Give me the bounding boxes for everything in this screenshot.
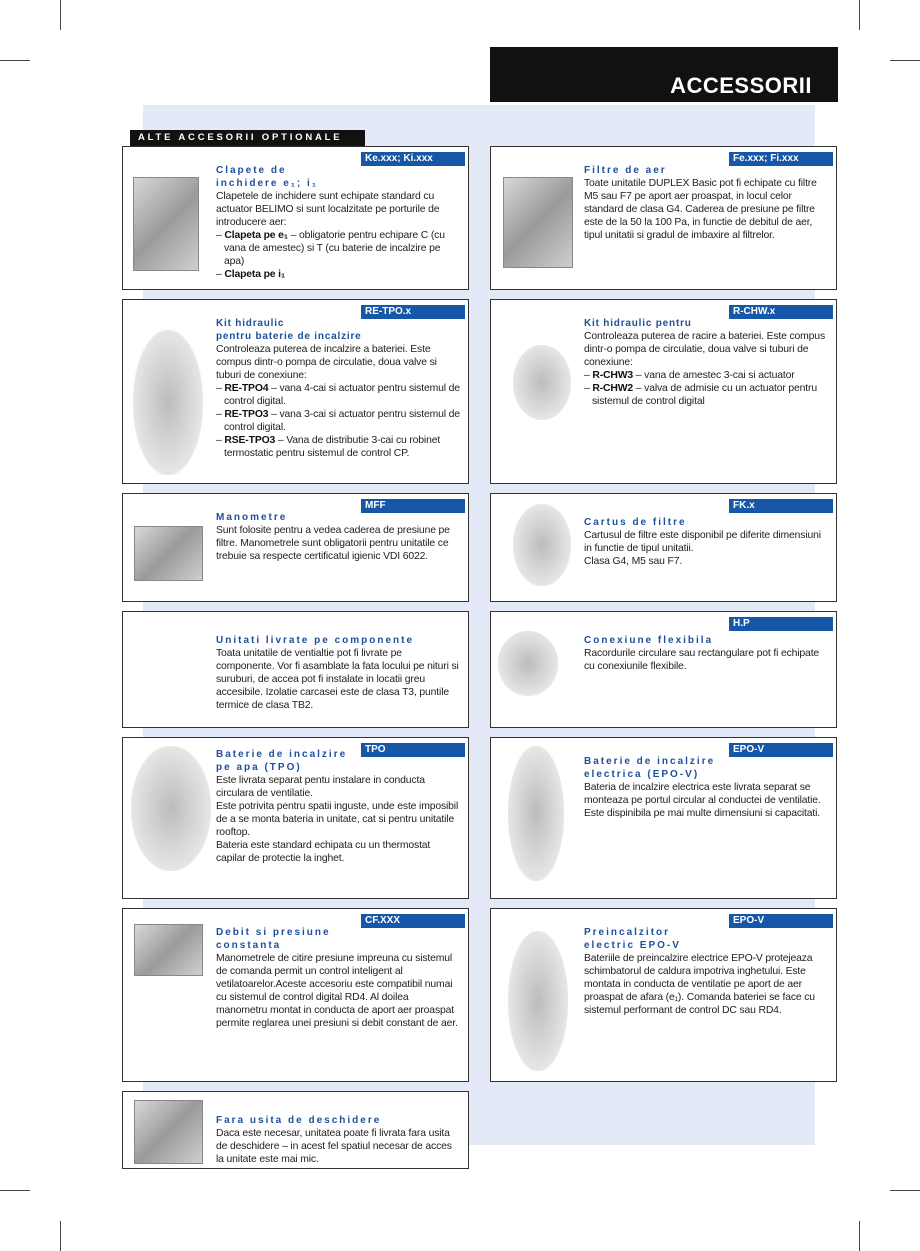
- paragraph-text: Manometrele de citire presiune impreuna cu sistemul de comanda permit un control inteligent al vetilatoarelor.Aceste accesoriu este compatibil numai cu sistemul de control digital RD4. Al doilea manometru montat in conducta de aport aer proaspat permite reglarea unei presiuni si debit constant de aer.: [216, 953, 458, 1029]
- crop-mark: [890, 60, 920, 61]
- card-paragraph: [584, 647, 828, 673]
- card-paragraph: [216, 524, 460, 563]
- product-code-badge: Ke.xxx; Ki.xxx: [361, 152, 465, 166]
- card-title: inchidere e₁; i₁: [216, 178, 318, 189]
- card-paragraph: [216, 434, 460, 460]
- card-text: [584, 634, 828, 673]
- paragraph-text: Este potrivita pentru spatii inguste, unde este imposibil de a se monta bateria in unitate, cat si pentru unitatile rooftop.: [216, 801, 459, 838]
- crop-mark: [0, 60, 30, 61]
- card-text: [216, 748, 460, 865]
- accessory-card: [122, 493, 469, 602]
- card-title: Preincalzitor: [584, 927, 671, 938]
- item-code: R-CHW3: [592, 370, 634, 381]
- crop-mark: [60, 1221, 61, 1251]
- paragraph-text: Controleaza puterea de incalzire a bateriei. Este compus dintr-o pompa de circulatie, doua valve si tuburi de conexiune:: [216, 344, 437, 381]
- card-title: Unitati livrate pe componente: [216, 635, 415, 646]
- card-paragraph: [216, 382, 460, 408]
- product-code-badge: R-CHW.x: [729, 305, 833, 319]
- card-paragraph: [216, 408, 460, 434]
- product-image: [134, 526, 203, 581]
- paragraph-text: Bateriile de preincalzire electrice EPO-V protejeaza schimbatorul de caldura impotriva inghetului. Este montata in conducta de ventilatie pe aport de aer proaspat de afara (e₁). Comanda bateriei se face cu sistemul performant de control DC sau RD4.: [584, 953, 815, 1016]
- page-title: ACCESSORII: [670, 73, 812, 98]
- card-title: Kit hidraulic pentru: [584, 318, 692, 329]
- accessory-card: [122, 737, 469, 899]
- card-title: Baterie de incalzire: [216, 749, 348, 760]
- item-code: Clapeta pe i₁: [224, 269, 286, 280]
- paragraph-text: – Vana de distributie 3-cai cu robinet termostatic pentru sistemul de control CP.: [224, 435, 441, 459]
- card-title: constanta: [216, 940, 282, 951]
- product-code-badge: TPO: [361, 743, 465, 757]
- card-title: Kit hidraulic: [216, 318, 285, 329]
- product-code-badge: EPO-V: [729, 743, 833, 757]
- card-paragraph: [216, 952, 460, 1030]
- product-image: [513, 504, 571, 586]
- page-header: [490, 47, 838, 102]
- card-text: [584, 755, 828, 820]
- product-code-badge: FK.x: [729, 499, 833, 513]
- item-code: R-CHW2: [592, 383, 634, 394]
- card-title: Manometre: [216, 512, 288, 523]
- paragraph-text: – valva de admisie cu un actuator pentru sistemul de control digital: [592, 383, 817, 407]
- paragraph-text: Daca este necesar, unitatea poate fi livrata fara usita de deschidere – in acest fel spatiul necesar de acces la unitate este mai mic.: [216, 1128, 452, 1165]
- card-paragraph: [584, 369, 828, 382]
- product-code-badge: Fe.xxx; Fi.xxx: [729, 152, 833, 166]
- bullet-dash: –: [216, 230, 222, 241]
- product-image: [498, 631, 558, 696]
- accessory-card: [122, 1091, 469, 1169]
- paragraph-text: Racordurile circulare sau rectangulare pot fi echipate cu conexiunile flexibile.: [584, 648, 820, 672]
- card-title: pentru baterie de incalzire: [216, 331, 362, 342]
- accessory-card: [490, 299, 837, 484]
- product-image: [513, 345, 571, 420]
- accessory-card: [490, 146, 837, 290]
- card-title: Cartus de filtre: [584, 517, 687, 528]
- card-paragraph: [216, 800, 460, 839]
- paragraph-text: Toate unitatile DUPLEX Basic pot fi echipate cu filtre M5 sau F7 pe aport aer proaspat, in locul celor standard de clasa G4. Caderea de presiune pe filtre este de la 50 la 100 Pa, in functie de debitul de aer, tipul unitatii si gradul de imbaxire al filtrelor.: [584, 178, 817, 241]
- card-paragraph: [584, 529, 828, 555]
- paragraph-text: – vana 4-cai si actuator pentru sistemul de control digital.: [224, 383, 460, 407]
- accessory-card: [490, 611, 837, 728]
- paragraph-text: – vana de amestec 3-cai si actuator: [633, 370, 795, 381]
- product-image: [133, 177, 199, 271]
- crop-mark: [890, 1190, 920, 1191]
- item-code: Clapeta pe e₁: [224, 230, 288, 241]
- product-image: [503, 177, 573, 268]
- card-paragraph: [584, 555, 828, 568]
- card-title: Filtre de aer: [584, 165, 667, 176]
- card-paragraph: [584, 952, 828, 1017]
- paragraph-text: – vana 3-cai si actuator pentru sistemul de control digital.: [224, 409, 460, 433]
- item-code: RE-TPO4: [224, 383, 269, 394]
- card-title: Fara usita de deschidere: [216, 1115, 382, 1126]
- bullet-dash: –: [216, 383, 222, 394]
- product-image: [134, 1100, 203, 1164]
- bullet-dash: –: [216, 409, 222, 420]
- paragraph-text: Clapetele de inchidere sunt echipate standard cu actuator BELIMO si sunt localzitate pe porturile de introducere aer:: [216, 191, 440, 228]
- card-title: electric EPO-V: [584, 940, 681, 951]
- card-text: [216, 1114, 460, 1166]
- card-title: pe apa (TPO): [216, 762, 302, 773]
- product-image: [131, 746, 211, 871]
- card-paragraph: [584, 382, 828, 408]
- product-image: [508, 746, 564, 881]
- paragraph-text: Bateria este standard echipata cu un thermostat capilar de protectie la inghet.: [216, 840, 431, 864]
- card-text: [216, 317, 460, 460]
- card-text: [584, 317, 828, 408]
- product-image: [134, 924, 203, 976]
- product-code-badge: MFF: [361, 499, 465, 513]
- card-paragraph: [216, 839, 460, 865]
- accessory-card: [122, 146, 469, 290]
- card-title: Conexiune flexibila: [584, 635, 714, 646]
- item-code: RSE-TPO3: [224, 435, 276, 446]
- paragraph-text: Controleaza puterea de racire a bateriei. Este compus dintr-o pompa de circulatie, doua valve si tuburi de conexiune:: [584, 331, 825, 368]
- card-text: [216, 926, 460, 1030]
- paragraph-text: Este livrata separat pentu instalare in conducta circulara de ventilatie.: [216, 775, 425, 799]
- accessory-card: [490, 737, 837, 899]
- card-paragraph: [216, 343, 460, 382]
- paragraph-text: Bateria de incalzire electrica este livrata separat se monteaza pe portul circular al conductei de ventilatie. Este dispinibila pe mai multe dimensiuni si capacitati.: [584, 782, 821, 819]
- card-text: [584, 516, 828, 568]
- accessory-card: [122, 611, 469, 728]
- product-image: [133, 330, 203, 475]
- bullet-dash: –: [584, 383, 590, 394]
- section-label: ALTE ACCESORII OPTIONALE: [130, 130, 365, 146]
- bullet-dash: –: [216, 435, 222, 446]
- paragraph-text: – obligatorie pentru echipare C (cu vana de amestec) si T (cu baterie de incalzire pe apa): [224, 230, 445, 267]
- card-paragraph: [216, 647, 460, 712]
- card-paragraph: [584, 177, 828, 242]
- crop-mark: [60, 0, 61, 30]
- crop-mark: [859, 0, 860, 30]
- crop-mark: [0, 1190, 30, 1191]
- accessory-card: [122, 908, 469, 1082]
- accessory-card: [490, 493, 837, 602]
- product-code-badge: RE-TPO.x: [361, 305, 465, 319]
- card-paragraph: [216, 190, 460, 229]
- card-title: Clapete de: [216, 165, 287, 176]
- paragraph-text: Toata unitatile de ventialtie pot fi livrate pe componente. Vor fi asamblate la fata locului pe nituri si suruburi, de accea pot fi instalate in locatii greu accesibile. Izolatie carcasei este de clasa T3, puntile termice de clasa TB2.: [216, 648, 459, 711]
- bullet-dash: –: [216, 269, 222, 280]
- item-code: RE-TPO3: [224, 409, 269, 420]
- product-code-badge: EPO-V: [729, 914, 833, 928]
- product-code-badge: CF.XXX: [361, 914, 465, 928]
- card-paragraph: [216, 268, 460, 281]
- accessory-card: [490, 908, 837, 1082]
- accessory-card: [122, 299, 469, 484]
- card-title: Debit si presiune: [216, 927, 331, 938]
- card-title: electrica (EPO-V): [584, 769, 700, 780]
- card-paragraph: [584, 330, 828, 369]
- card-title: Baterie de incalzire: [584, 756, 716, 767]
- product-code-badge: H.P: [729, 617, 833, 631]
- crop-mark: [859, 1221, 860, 1251]
- paragraph-text: Clasa G4, M5 sau F7.: [584, 556, 683, 567]
- card-paragraph: [216, 1127, 460, 1166]
- card-paragraph: [216, 229, 460, 268]
- card-paragraph: [584, 781, 828, 820]
- card-text: [584, 164, 828, 242]
- card-text: [584, 926, 828, 1017]
- card-text: [216, 511, 460, 563]
- paragraph-text: Sunt folosite pentru a vedea caderea de presiune pe filtre. Manometrele sunt obligatorii pentru unitatile ce trebuie sa respecte certificatul igienic VDI 6022.: [216, 525, 450, 562]
- bullet-dash: –: [584, 370, 590, 381]
- card-paragraph: [216, 774, 460, 800]
- card-text: [216, 634, 460, 712]
- card-text: [216, 164, 460, 281]
- paragraph-text: Cartusul de filtre este disponibil pe diferite dimensiuni in functie de tipul unitatii.: [584, 530, 821, 554]
- product-image: [508, 931, 568, 1071]
